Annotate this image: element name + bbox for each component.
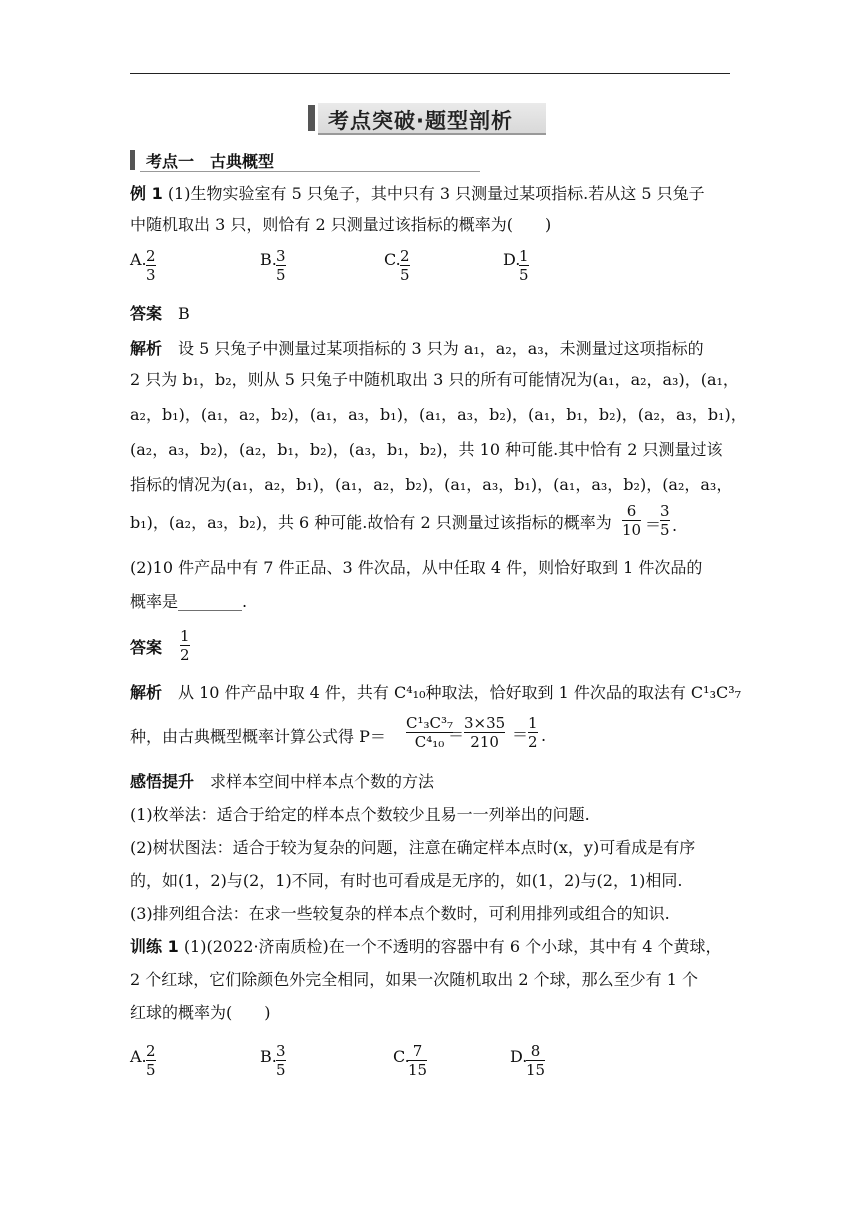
section-banner — [308, 103, 546, 133]
training-text: (1)(2022·济南质检)在一个不透明的容器中有 6 个小球，其中有 4 个黄球， — [183, 937, 722, 956]
analysis1-line4: (a₂，a₃，b₂)，(a₂，b₁，b₂)，(a₃，b₁，b₂)，共 10 种可能.其中恰有 2 只测量过该 — [130, 440, 723, 459]
banner-title: 考点突破·题型剖析 — [328, 109, 513, 133]
analysis1-line1 — [130, 338, 730, 360]
analysis2-line1 — [130, 682, 742, 704]
answer-value: B — [178, 304, 190, 323]
training-option-d — [510, 1047, 527, 1066]
example1-line2: 中随机取出 3 只，则恰有 2 只测量过该指标的概率为( ) — [130, 215, 552, 234]
numerator: 8 — [530, 1042, 541, 1060]
analysis-label: 解析 — [130, 683, 163, 702]
insight-line4: (3)排列组合法：在求一些较复杂的样本点个数时，可利用排列或组合的知识. — [130, 904, 670, 923]
training-option-b — [260, 1047, 277, 1066]
denominator: 5 — [400, 266, 410, 284]
denominator: 2 — [528, 733, 538, 751]
numerator: 2 — [146, 247, 156, 265]
denominator: 10 — [622, 521, 642, 539]
option-letter: D. — [510, 1047, 528, 1066]
insight-line3: 的，如(1，2)与(2，1)不同，有时也可看成是无序的，如(1，2)与(2，1)相同. — [130, 871, 683, 890]
answer1-line — [130, 303, 730, 325]
training-option-a-fraction — [146, 1042, 156, 1079]
analysis2-line2: 种，由古典概型概率计算公式得 P＝ — [130, 727, 386, 746]
analysis2-fraction2 — [464, 714, 505, 751]
numerator: 1 — [528, 714, 538, 732]
option-letter: B. — [260, 1047, 277, 1066]
top-rule — [130, 73, 730, 74]
analysis-text: 从 10 件产品中取 4 件，共有 C⁴₁₀种取法，恰好取到 1 件次品的取法有 C¹₃C³₇ — [178, 683, 742, 702]
numerator: 3 — [660, 502, 670, 520]
insight-title: 求样本空间中样本点个数的方法 — [210, 772, 435, 791]
option-c-fraction — [400, 247, 410, 284]
analysis1-fraction2 — [660, 502, 670, 539]
numerator: 3 — [276, 247, 286, 265]
denominator: 5 — [660, 521, 670, 539]
option-letter: C. — [393, 1047, 410, 1066]
insight-line1: (1)枚举法：适合于给定的样本点个数较少且易一一列举出的问题. — [130, 805, 590, 824]
numerator: C¹₃C³₇ — [406, 714, 454, 732]
denominator: 2 — [180, 646, 190, 664]
numerator: 1 — [180, 627, 190, 645]
training-option-a — [130, 1047, 147, 1066]
numerator: 6 — [626, 502, 637, 520]
option-c — [384, 250, 401, 269]
example-label: 例 1 — [130, 184, 163, 203]
numerator: 2 — [146, 1042, 156, 1060]
training-line1 — [130, 936, 730, 958]
denominator: 5 — [276, 1061, 286, 1079]
denominator: 5 — [276, 266, 286, 284]
example1-line1 — [130, 183, 730, 205]
answer-label: 答案 — [130, 304, 163, 323]
option-d-fraction — [519, 247, 529, 284]
analysis1-line3: a₂，b₁)，(a₁，a₂，b₂)，(a₁，a₃，b₁)，(a₁，a₃，b₂)，(a₁，b₁，b₂)，(a₂，a₃，b₁)， — [130, 405, 747, 424]
option-letter: A. — [130, 250, 147, 269]
insight-line2: (2)树状图法：适合于较为复杂的问题，注意在确定样本点时(x，y)可看成是有序 — [130, 838, 696, 857]
period: . — [672, 516, 678, 535]
numerator: 3×35 — [464, 714, 506, 732]
section-underline — [140, 171, 480, 172]
denominator: 5 — [519, 266, 529, 284]
equals-sign: ＝ — [448, 725, 465, 744]
answer2-fraction — [180, 627, 190, 664]
section-title: 考点一 古典概型 — [146, 152, 275, 171]
option-d — [503, 250, 520, 269]
training-option-c-fraction — [408, 1042, 427, 1079]
answer-label: 答案 — [130, 638, 163, 657]
analysis1-line5: 指标的情况为(a₁，a₂，b₁)，(a₁，a₂，b₂)，(a₁，a₃，b₁)，(a₁，a₃，b₂)，(a₂，a₃， — [130, 475, 733, 494]
option-letter: D. — [503, 250, 521, 269]
analysis1-line6: b₁)，(a₂，a₃，b₂)，共 6 种可能.故恰有 2 只测量过该指标的概率为 — [130, 513, 612, 532]
analysis2-fraction1 — [406, 714, 453, 751]
option-letter: C. — [384, 250, 401, 269]
training-line2: 2 个红球，它们除颜色外完全相同，如果一次随机取出 2 个球，那么至少有 1 个 — [130, 970, 698, 989]
denominator: 3 — [146, 266, 156, 284]
option-b-fraction — [276, 247, 286, 284]
analysis-text: 设 5 只兔子中测量过某项指标的 3 只为 a₁，a₂，a₃，未测量过这项指标的 — [178, 339, 704, 358]
denominator: C⁴₁₀ — [406, 732, 453, 751]
question-text: (1)生物实验室有 5 只兔子，其中只有 3 只测量过某项指标.若从这 5 只兔子 — [167, 184, 705, 203]
period: . — [541, 726, 547, 745]
question2-line2: 概率是________. — [130, 592, 248, 611]
denominator: 15 — [408, 1061, 428, 1079]
option-a — [130, 250, 147, 269]
option-letter: B. — [260, 250, 277, 269]
option-b — [260, 250, 277, 269]
insight-label: 感悟提升 — [130, 772, 195, 791]
training-line3: 红球的概率为( ) — [130, 1003, 271, 1022]
question2-line1: (2)10 件产品中有 7 件正品、3 件次品，从中任取 4 件，则恰好取到 1 件次品的 — [130, 558, 703, 577]
numerator: 3 — [276, 1042, 286, 1060]
analysis1-line2: 2 只为 b₁，b₂，则从 5 只兔子中随机取出 3 只的所有可能情况为(a₁，a₂，a₃)，(a₁， — [130, 370, 739, 389]
section-heading — [130, 148, 480, 172]
training-option-b-fraction — [276, 1042, 286, 1079]
banner-bar — [308, 105, 315, 131]
equals-sign: ＝ — [645, 515, 662, 534]
equals-sign: ＝ — [512, 725, 529, 744]
training-option-d-fraction — [526, 1042, 545, 1079]
denominator: 5 — [146, 1061, 156, 1079]
analysis1-fraction1 — [622, 502, 641, 539]
insight-heading — [130, 771, 730, 793]
denominator: 210 — [464, 732, 505, 751]
denominator: 15 — [526, 1061, 546, 1079]
answer2-line — [130, 637, 730, 659]
section-bar — [130, 150, 135, 170]
option-a-fraction — [146, 247, 156, 284]
option-letter: A. — [130, 1047, 147, 1066]
numerator: 7 — [412, 1042, 423, 1060]
training-label: 训练 1 — [130, 937, 179, 956]
analysis2-fraction3 — [528, 714, 538, 751]
analysis-label: 解析 — [130, 339, 163, 358]
numerator: 2 — [400, 247, 410, 265]
numerator: 1 — [519, 247, 529, 265]
